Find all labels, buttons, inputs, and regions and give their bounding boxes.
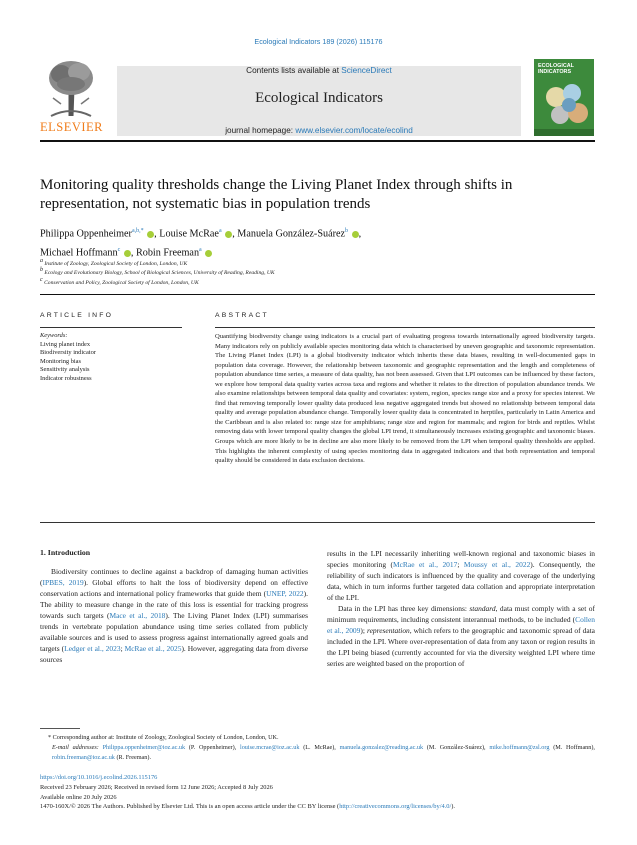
email-owner: (L. McRae),	[299, 744, 340, 751]
abstract-text: Quantifying biodiversity change using indicators is a crucial part of evaluating progress towards internationally agreed biodiversity targets. Many indicators rely on publicly available species monitoring data which is characterised by uneven geographic and taxonomic representation. The Living Planet Index (LPI) is a global biodiversity indicator which inherits these data biases, resulting in well-documented gaps in population data coverage. However, the relationship between taxonomic and geographic representation and the length and completeness of population abundance time series, a measure of data quality, has not been assessed. Given that LPI outcomes can be influenced by these factors, we explore how temporal data quality varies across taxa and regions and whether it relates to the direction of population abundance trends. We also examine relationships between temporal data quality and covariates: system, region, species range size and a proxy for species interest. We find that removing temporally lower quality data produced less negative aggregated trends but showed no relationship between temporal data quality and average population abundance change. Temporally lower quality data is concentrated in herptiles, particularly in Latin America and the Caribbean and is also related to: range size for amphibians; range size and region for mammals; and region for birds and reptiles. Whilst removing data with lower temporal quality changes the global LPI trend, it simultaneously increases existing geographic and taxonomic biases. Groups which are more likely to be in decline are also more likely to be removed from the LPI when temporal quality thresholds are applied. This highlights the inherent complexity of using species monitoring data in aggregated indicators and that both representation and temporal quality should be considered in data exclusion decisions.	[215, 333, 595, 465]
journal-title[interactable]: Ecological Indicators	[255, 90, 383, 106]
body-text: ). However, aggregating data from diverse sources	[40, 644, 309, 665]
abstract-heading: ABSTRACT	[215, 312, 269, 319]
email-link[interactable]: robin.freeman@ioz.ac.uk	[52, 753, 115, 761]
citation-link[interactable]: Mace et al., 2018	[109, 611, 166, 621]
publication-info	[40, 773, 595, 812]
author-list: Philippa Oppenheimer$^{a,b,*}$ , Louise McRae$^a$ , Manuela González-Suárez$^b$ , Michael Hoffmann$^c$ , Robin Freeman$^a$	[40, 228, 362, 259]
copyright-suffix: ).	[451, 803, 455, 811]
intro-paragraph	[327, 548, 595, 603]
sciencedirect-link[interactable]: ScienceDirect	[341, 66, 392, 75]
keyword-item: Living planet index	[40, 340, 91, 348]
article-title: Monitoring quality thresholds change the Living Planet Index through shifts in representation, not systematic bias in population trends	[40, 177, 513, 212]
citation-link[interactable]: McRae et al., 2017	[393, 560, 458, 570]
orcid-icon[interactable]	[147, 231, 154, 238]
body-text: );	[360, 626, 367, 636]
keyword-item: Biodiversity indicator	[40, 349, 96, 356]
contents-line	[117, 66, 521, 75]
article-info-rule	[40, 327, 182, 328]
email-addresses	[40, 743, 595, 762]
body-text: ). The Living Planet Index (LPI) summarises trends in vertebrate population abundance using time series collated from publicly available sources and is used to assess progress against internationally agreed goals and targets (	[40, 611, 308, 654]
footnote	[40, 733, 595, 762]
received-dates: Received 23 February 2026; Received in revised form 12 June 2026; Accepted 8 July 2026	[40, 783, 273, 791]
footnote-rule	[40, 728, 80, 729]
homepage-prefix: journal homepage:	[225, 126, 296, 135]
author-affiliation-marker[interactable]: a,b,*	[131, 228, 144, 234]
orcid-icon[interactable]	[124, 250, 131, 257]
introduction-left-column	[40, 566, 308, 665]
citation-link[interactable]: UNEP, 2022	[266, 589, 304, 599]
journal-cover-image[interactable]	[534, 59, 594, 136]
elsevier-wordmark: ELSEVIER	[40, 120, 104, 134]
body-text: ). Consequently, the reliability of such indicators is influenced by the quality and coverage of the underlying data, which in turn informs further targeted data collation and appropriate interpretation of the LPI.	[327, 560, 595, 603]
author-name[interactable]: Philippa Oppenheimer	[40, 228, 132, 240]
keyword-item: Monitoring bias	[40, 357, 82, 365]
header-rule	[40, 140, 595, 142]
abstract-bottom-rule	[40, 522, 595, 523]
doi-link[interactable]: https://doi.org/10.1016/j.ecolind.2026.115176	[40, 774, 158, 781]
affiliation-text: Conservation and Policy, Zoological Society of London, London, UK	[44, 279, 199, 286]
citation-link[interactable]: IPBES, 2019	[42, 578, 84, 588]
affiliation	[40, 258, 187, 267]
body-text: ). The ability to measure change in the rate of this loss is essential for tracking progress towards such targets (	[40, 589, 308, 621]
copyright-line	[40, 802, 595, 812]
body-text: ;	[457, 560, 464, 570]
license-link[interactable]: http://creativecommons.org/licenses/by/4.0/	[339, 803, 452, 811]
orcid-icon[interactable]	[205, 250, 212, 257]
abstract-rule	[215, 327, 595, 328]
asterisk-marker: *	[48, 734, 53, 741]
author-name[interactable]: Manuela González-Suárez	[237, 228, 346, 240]
email-owner: (P. Oppenheimer),	[185, 744, 240, 751]
cover-art-icon	[534, 59, 594, 136]
author-affiliation-marker[interactable]: a	[218, 228, 222, 234]
citation-link[interactable]: Collen et al., 2009	[327, 615, 595, 636]
email-label: E-mail addresses:	[52, 744, 103, 751]
keyword-item: Sensitivity analysis	[40, 366, 90, 373]
email-owner: (M. Hoffmann),	[549, 744, 595, 751]
introduction-right-column	[327, 548, 595, 670]
article-info-heading: ARTICLE INFO	[40, 312, 114, 319]
body-text: , data must comply with a set of minimum requirements, including consistent interannual methods, to be included (	[327, 604, 595, 625]
orcid-icon[interactable]	[352, 231, 359, 238]
affiliation-label: b	[40, 267, 43, 273]
author-name[interactable]: Robin Freeman	[135, 247, 200, 259]
body-text: , which refers to the geographic and taxonomic spread of data included in the LPI. Where over-representation of data from any taxon or region results in the LPI being biased (currently accounted for via the diversity weighted LPI where time series are weighted based on the proportion of	[327, 626, 595, 669]
elsevier-tree-icon	[43, 58, 99, 118]
cover-title: ECOLOGICAL INDICATORS	[538, 63, 574, 75]
italic-term: representation	[366, 626, 410, 636]
homepage-link[interactable]: www.elsevier.com/locate/ecolind	[295, 126, 413, 135]
corresponding-author-text: Corresponding author at: Institute of Zoology, Zoological Society of London, London, UK.	[52, 734, 279, 741]
copyright-text: 1470-160X/© 2026 The Authors. Published by Elsevier Ltd. This is an open access article under the CC BY license (	[40, 803, 340, 811]
elsevier-logo[interactable]	[40, 58, 102, 136]
available-online: Available online 20 July 2026	[40, 793, 117, 801]
email-link[interactable]: mike.hoffmann@zsl.org	[489, 744, 550, 751]
body-text: results in the LPI necessarily inheriting well-known regional and taxonomic biases in species monitoring (	[327, 549, 595, 570]
affiliation-label: a	[40, 258, 43, 264]
author-affiliation-marker[interactable]: a	[199, 247, 202, 254]
orcid-icon[interactable]	[225, 231, 232, 238]
italic-term: standard	[469, 604, 496, 614]
email-link[interactable]: manuela.gonzalez@reading.ac.uk	[339, 744, 424, 751]
author-name[interactable]: Michael Hoffmann	[40, 247, 118, 259]
email-link[interactable]: Philippa.oppenheimer@ioz.ac.uk	[102, 744, 186, 751]
intro-paragraph	[40, 566, 308, 665]
homepage-line	[117, 126, 521, 135]
citation-link[interactable]: McRae et al., 2025	[124, 644, 182, 654]
corresponding-author-note	[40, 733, 595, 743]
keyword-item: Indicator robustness	[40, 374, 92, 382]
author-affiliation-marker[interactable]: b	[345, 228, 349, 234]
affiliation	[40, 277, 199, 286]
email-owner: (R. Freeman).	[114, 753, 151, 761]
email-link[interactable]: louise.mcrae@ioz.ac.uk	[239, 744, 300, 751]
affiliation-label: c	[40, 277, 43, 283]
affiliation-text: Institute of Zoology, Zoological Society of London, London, UK	[44, 260, 188, 267]
body-text: Data in the LPI has three key dimensions:	[338, 604, 470, 614]
author-name[interactable]: Louise McRae	[159, 228, 219, 240]
body-text: ). Global efforts to halt the loss of biodiversity depend on effective conservation actions and international policy frameworks that guide them (	[40, 578, 308, 599]
body-text: ;	[120, 644, 125, 654]
email-list	[52, 744, 595, 761]
section-rule	[40, 294, 595, 295]
intro-paragraph	[327, 603, 595, 669]
affiliation-text: Ecology and Evolutionary Biology, School of Biological Sciences, University of Reading, Reading, UK	[44, 269, 275, 276]
contents-prefix: Contents lists available at	[246, 66, 342, 75]
journal-reference[interactable]: Ecological Indicators 189 (2026) 115176	[254, 37, 383, 46]
email-owner: (M. González-Suárez),	[423, 744, 490, 751]
citation-link[interactable]: Moussy et al., 2022	[463, 560, 531, 570]
author-affiliation-marker[interactable]: c	[117, 247, 121, 254]
body-text: Biodiversity continues to decline against a backdrop of damaging human activities (	[40, 567, 308, 588]
introduction-heading: 1. Introduction	[40, 548, 91, 557]
keywords-label: Keywords:	[40, 332, 68, 339]
citation-link[interactable]: Ledger et al., 2023	[64, 644, 121, 654]
keywords-block	[40, 332, 96, 383]
affiliation	[40, 267, 275, 276]
